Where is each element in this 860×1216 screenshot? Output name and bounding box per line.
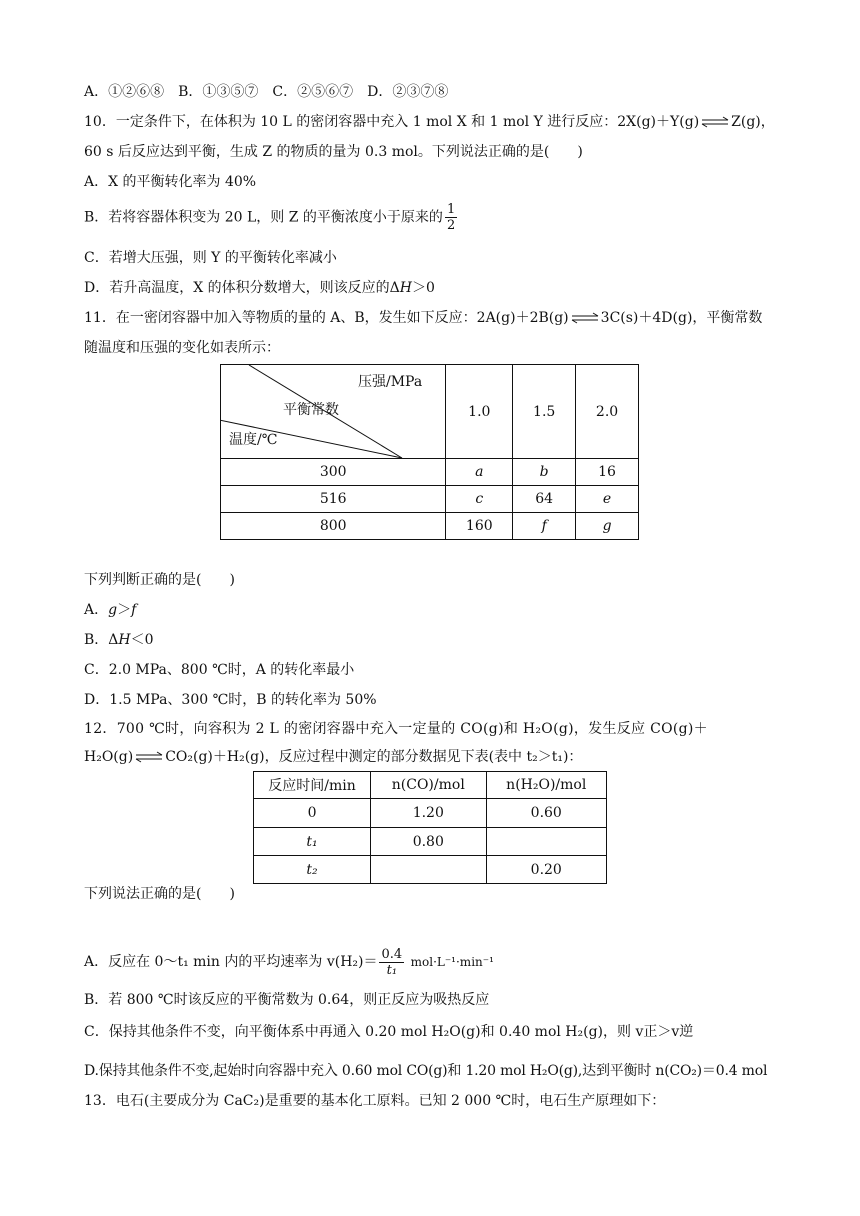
q11-option-a: A．g＞f (84, 602, 137, 618)
q10-option-d-tail: ＞0 (411, 280, 435, 296)
row-temperature: 800 (221, 513, 446, 540)
table-cell (486, 828, 607, 856)
table-cell: c (446, 486, 513, 513)
q11-option-c: C．2.0 MPa、800 ℃时，A 的转化率最小 (84, 662, 355, 678)
q11-stem-line2: 随温度和压强的变化如表所示： (84, 340, 280, 356)
equilibrium-arrow-icon (135, 751, 163, 763)
table-cell: 0.60 (486, 799, 607, 828)
header-pressure: 压强/MPa (358, 374, 423, 390)
q11-option-b (84, 630, 154, 650)
table-cell: 1.20 (371, 799, 486, 828)
fraction (445, 202, 457, 233)
q12-option-a-text: A．反应在 0～t₁ min 内的平均速率为 v(H₂)＝ (84, 954, 378, 970)
q10-option-a: A．X 的平衡转化率为 40% (84, 174, 257, 190)
q12-judge: 下列说法正确的是( ) (84, 886, 235, 902)
fraction (379, 947, 404, 978)
q11-stem-text: 11．在一密闭容器中加入等物质的量的 A、B，发生如下反应：2A(g)＋2B(g) (84, 310, 569, 326)
header-k: 平衡常数 (283, 402, 339, 418)
col-header: 1.5 (513, 365, 576, 459)
table-row (254, 856, 607, 884)
q12-option-a-unit: mol·L⁻¹·min⁻¹ (410, 955, 494, 969)
q12-stem-line1: 12．700 ℃时，向容积为 2 L 的密闭容器中充入一定量的 CO(g)和 H₂O(g)，发生反应 CO(g)＋ (84, 721, 708, 737)
q11-stem-product: 3C(s)＋4D(g)，平衡常数 (600, 310, 763, 326)
row-temperature: 516 (221, 486, 446, 513)
q12-option-a (84, 944, 494, 980)
q12-table (253, 771, 607, 884)
table-cell: a (446, 459, 513, 486)
q10-stem-product: Z(g)， (731, 114, 775, 130)
q10-option-d (84, 278, 435, 298)
q12-stem-tail: CO₂(g)＋H₂(g)，反应过程中测定的部分数据见下表(表中 t₂＞t₁)： (165, 749, 583, 765)
table-row (254, 799, 607, 828)
q10-option-b-text: B．若将容器体积变为 20 L，则 Z 的平衡浓度小于原来的 (84, 209, 443, 226)
col-header: n(CO)/mol (371, 772, 486, 799)
q10-option-d-text: D．若升高温度，X 的体积分数增大，则该反应的Δ (84, 280, 400, 296)
q11-option-b-tail: ＜0 (130, 632, 154, 648)
table-cell: f (513, 513, 576, 540)
row-temperature: 300 (221, 459, 446, 486)
q10-stem-line1 (84, 112, 775, 132)
enthalpy-symbol: H (399, 280, 412, 296)
operator: ＞ (117, 602, 132, 618)
var-f: f (131, 602, 137, 618)
table-diagonal-header (221, 365, 446, 459)
table-cell: g (576, 513, 639, 540)
table-cell: 64 (513, 486, 576, 513)
col-header: 1.0 (446, 365, 513, 459)
table-cell: 0.80 (371, 828, 486, 856)
equilibrium-arrow-icon (701, 116, 729, 128)
table-cell: 16 (576, 459, 639, 486)
table-cell: t₂ (254, 856, 371, 884)
q9-options: A．①②⑥⑧ B．①③⑤⑦ C．②⑤⑥⑦ D．②③⑦⑧ (84, 84, 449, 100)
q11-table (220, 364, 639, 540)
table-cell (371, 856, 486, 884)
q12-option-d: D.保持其他条件不变,起始时向容器中充入 0.60 mol CO(g)和 1.20 mol H₂O(g),达到平衡时 n(CO₂)＝0.4 mol (84, 1063, 768, 1079)
header-temperature: 温度/℃ (229, 432, 278, 448)
fraction-numerator: 1 (446, 202, 456, 217)
q10-option-b (84, 202, 459, 233)
table-cell: t₁ (254, 828, 371, 856)
q10-option-c: C．若增大压强，则 Y 的平衡转化率减小 (84, 250, 337, 266)
table-cell: 0.20 (486, 856, 607, 884)
col-header: n(H₂O)/mol (486, 772, 607, 799)
q10-stem-line2: 60 s 后反应达到平衡，生成 Z 的物质的量为 0.3 mol。下列说法正确的是( ) (84, 144, 583, 160)
col-header: 反应时间/min (254, 772, 371, 799)
table-cell: b (513, 459, 576, 486)
q12-reactant: H₂O(g) (84, 749, 134, 765)
q11-judge: 下列判断正确的是( ) (84, 572, 235, 588)
q10-stem-text: 10．一定条件下，在体积为 10 L 的密闭容器中充入 1 mol X 和 1 mol Y 进行反应：2X(g)＋Y(g) (84, 114, 700, 130)
q11-option-b-text: B．Δ (84, 632, 119, 648)
q12-stem-line2 (84, 747, 582, 767)
table-cell: 160 (446, 513, 513, 540)
col-header: 2.0 (576, 365, 639, 459)
fraction-numerator: 0.4 (381, 946, 403, 962)
var-g: g (108, 602, 118, 618)
table-row (221, 513, 639, 540)
table-cell: 0 (254, 799, 371, 828)
fraction-denominator: 2 (446, 218, 456, 233)
equilibrium-arrow-icon (571, 312, 599, 324)
table-row (221, 486, 639, 513)
q13-stem: 13．电石(主要成分为 CaC₂)是重要的基本化工原料。已知 2 000 ℃时，电石生产原理如下： (84, 1093, 666, 1109)
q11-option-d: D．1.5 MPa、300 ℃时，B 的转化率为 50% (84, 692, 377, 708)
q12-option-c: C．保持其他条件不变，向平衡体系中再通入 0.20 mol H₂O(g)和 0.40 mol H₂(g)，则 v正＞v逆 (84, 1024, 694, 1040)
q12-option-b: B．若 800 ℃时该反应的平衡常数为 0.64，则正反应为吸热反应 (84, 992, 490, 1008)
enthalpy-symbol: H (118, 632, 131, 648)
q11-stem-line1 (84, 308, 762, 328)
fraction-denominator: t₁ (386, 962, 398, 978)
table-row (221, 459, 639, 486)
table-row (254, 828, 607, 856)
table-cell: e (576, 486, 639, 513)
